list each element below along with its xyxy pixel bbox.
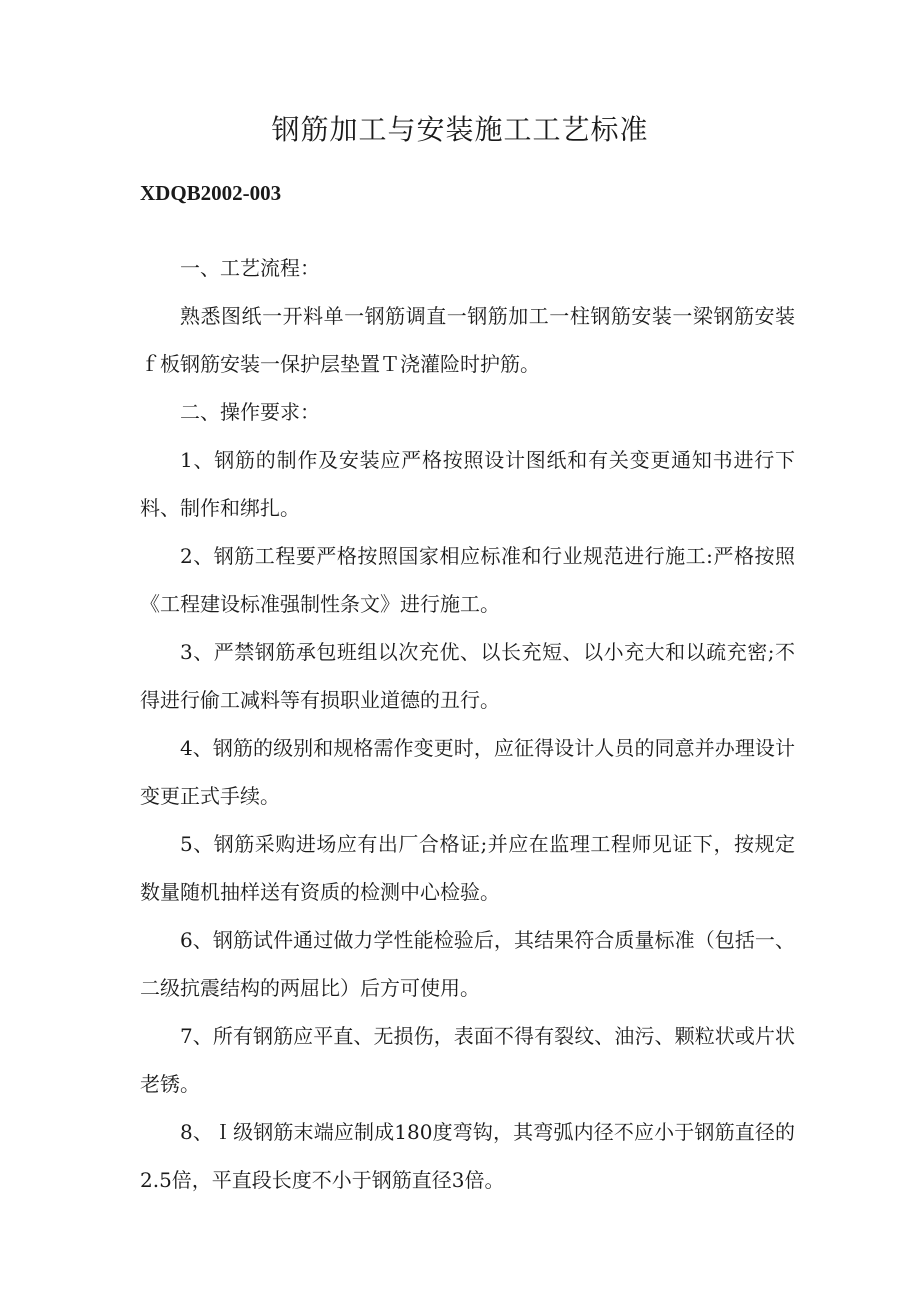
requirement-item-4: 4、钢筋的级别和规格需作变更时，应征得设计人员的同意并办理设计变更正式手续。	[140, 736, 795, 808]
document-title: 钢筋加工与安装施工工艺标准	[271, 113, 649, 146]
section-heading-process: 一、工艺流程：	[180, 256, 320, 280]
requirement-item-7: 7、所有钢筋应平直、无损伤，表面不得有裂纹、油污、颗粒状或片状老锈。	[140, 1024, 795, 1096]
document-body	[140, 244, 795, 1204]
section-heading-requirements: 二、操作要求：	[180, 400, 320, 424]
requirement-item-1: 1、钢筋的制作及安装应严格按照设计图纸和有关变更通知书进行下料、制作和绑扎。	[140, 448, 795, 520]
document-code: XDQB2002-003	[140, 181, 282, 205]
requirement-item-2: 2、钢筋工程要严格按照国家相应标准和行业规范进行施工:严格按照《工程建设标准强制性条文》进行施工。	[140, 544, 795, 616]
requirement-item-6: 6、钢筋试件通过做力学性能检验后，其结果符合质量标准（包括一、二级抗震结构的两屈比）后方可使用。	[140, 928, 795, 1000]
requirement-item-8: 8、Ｉ级钢筋末端应制成180度弯钩，其弯弧内径不应小于钢筋直径的2.5倍，平直段长度不小于钢筋直径3倍。	[140, 1120, 795, 1192]
requirement-item-5: 5、钢筋采购进场应有出厂合格证;并应在监理工程师见证下，按规定数量随机抽样送有资质的检测中心检验。	[140, 832, 795, 904]
requirement-item-3: 3、严禁钢筋承包班组以次充优、以长充短、以小充大和以疏充密;不得进行偷工减料等有损职业道德的丑行。	[140, 640, 795, 712]
process-flow-paragraph: 熟悉图纸一开料单一钢筋调直一钢筋加工一柱钢筋安装一梁钢筋安装ｆ板钢筋安装一保护层垫置Ｔ浇灌险时护筋。	[140, 304, 795, 376]
